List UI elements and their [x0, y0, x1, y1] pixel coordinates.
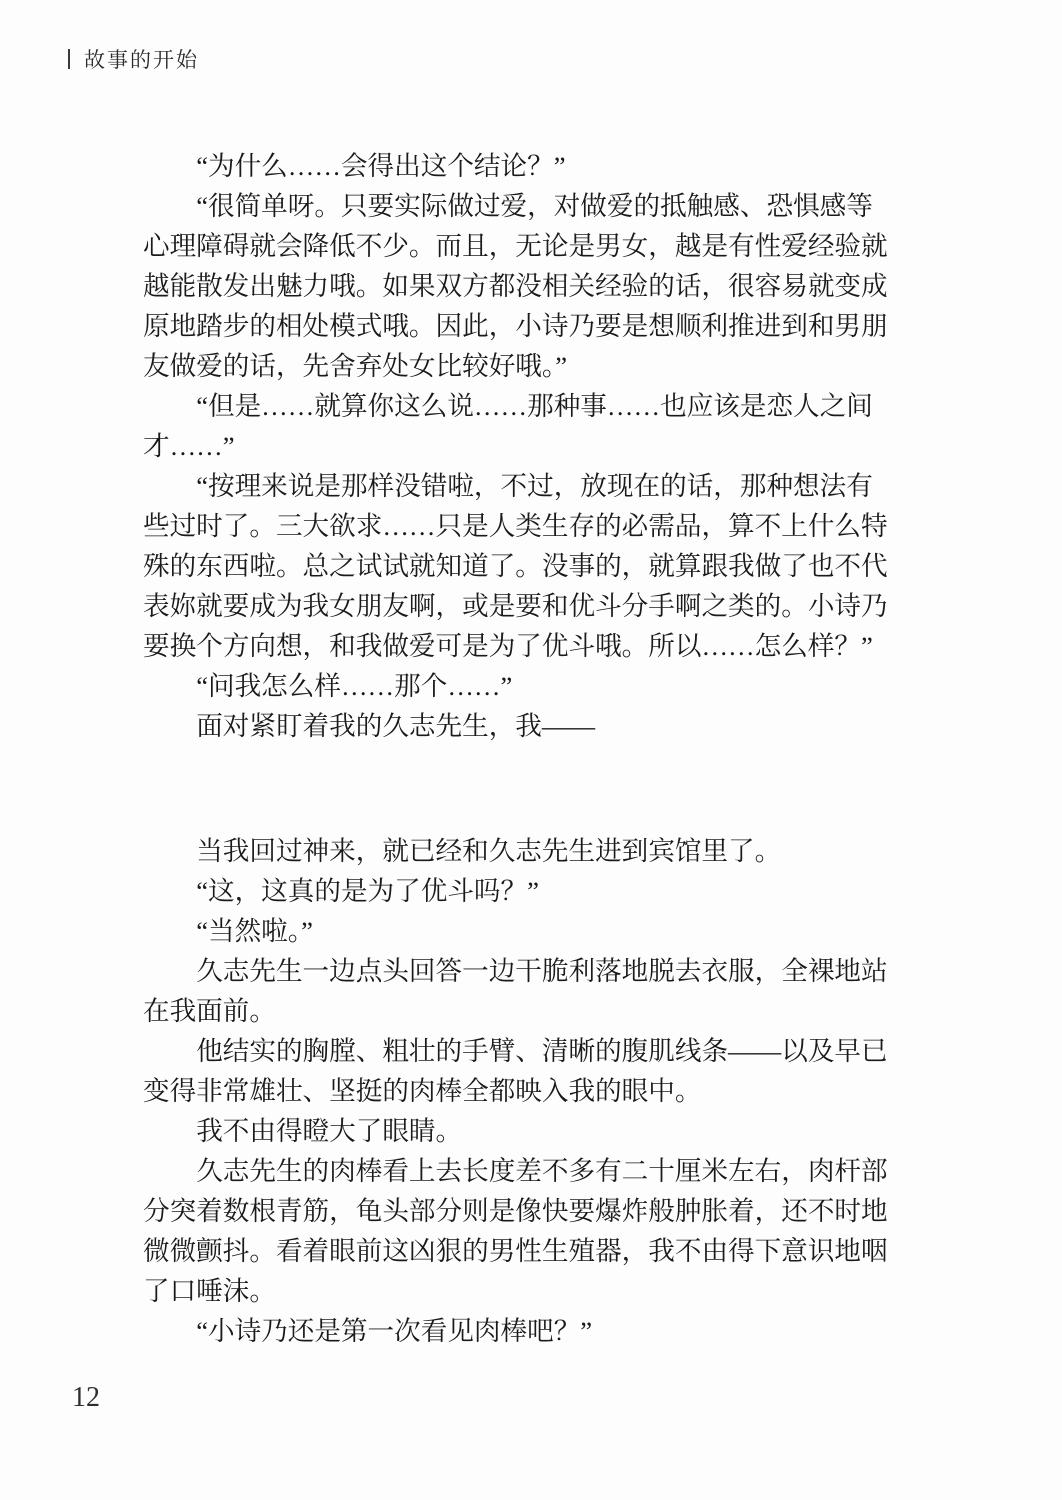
text-line: 了口唾沫。: [143, 1276, 276, 1306]
text-line: “但是……就算你这么说……那种事……也应该是恋人之间: [196, 391, 873, 421]
text-line: 面对紧盯着我的久志先生，我——: [196, 711, 596, 741]
text-line: “小诗乃还是第一次看见肉棒吧？”: [196, 1316, 593, 1346]
text-line: 越能散发出魅力哦。如果双方都没相关经验的话，很容易就变成: [143, 271, 888, 301]
text-line: 久志先生一边点头回答一边干脆利落地脱去衣服，全裸地站: [196, 956, 888, 986]
text-line: 心理障碍就会降低不少。而且，无论是男女，越是有性爱经验就: [143, 231, 888, 261]
text-line: 久志先生的肉棒看上去长度差不多有二十厘米左右，肉杆部: [196, 1156, 888, 1186]
text-line: 才……”: [143, 431, 235, 461]
text-line: 殊的东西啦。总之试试就知道了。没事的，就算跟我做了也不代: [143, 551, 888, 581]
text-line: “这，这真的是为了优斗吗？”: [196, 876, 539, 906]
text-line: 些过时了。三大欲求……只是人类生存的必需品，算不上什么特: [143, 511, 888, 541]
text-line: 他结实的胸膛、粗壮的手臂、清晰的腹肌线条——以及早已: [196, 1036, 888, 1066]
text-line: 变得非常雄壮、坚挺的肉棒全都映入我的眼中。: [143, 1076, 702, 1106]
header-divider-bar: [68, 49, 70, 69]
text-line: “当然啦。”: [196, 916, 313, 946]
body-text: [143, 146, 899, 1351]
text-line: 友做爱的话，先舍弃处女比较好哦。”: [143, 351, 568, 381]
scene-break-spacer: [143, 746, 899, 831]
text-line: “很简单呀。只要实际做过爱，对做爱的抵触感、恐惧感等: [196, 191, 873, 221]
text-line: 我不由得瞪大了眼睛。: [196, 1116, 463, 1146]
text-line: 在我面前。: [143, 996, 276, 1026]
text-line: 分突着数根青筋，龟头部分则是像快要爆炸般肿胀着，还不时地: [143, 1196, 888, 1226]
running-header: [68, 44, 199, 74]
text-line: 微微颤抖。看着眼前这凶狠的男性生殖器，我不由得下意识地咽: [143, 1236, 888, 1266]
chapter-title: 故事的开始: [84, 48, 199, 72]
text-line: 要换个方向想，和我做爱可是为了优斗哦。所以……怎么样？”: [143, 631, 873, 661]
text-line: 当我回过神来，就已经和久志先生进到宾馆里了。: [196, 836, 782, 866]
text-line: “按理来说是那样没错啦，不过，放现在的话，那种想法有: [196, 471, 873, 501]
text-line: “问我怎么样……那个……”: [196, 671, 513, 701]
text-line: 原地踏步的相处模式哦。因此，小诗乃要是想顺利推进到和男朋: [143, 311, 888, 341]
text-line: 表妳就要成为我女朋友啊，或是要和优斗分手啊之类的。小诗乃: [143, 591, 888, 621]
text-line: “为什么……会得出这个结论？”: [196, 151, 566, 181]
page-number: 12: [72, 1382, 100, 1413]
